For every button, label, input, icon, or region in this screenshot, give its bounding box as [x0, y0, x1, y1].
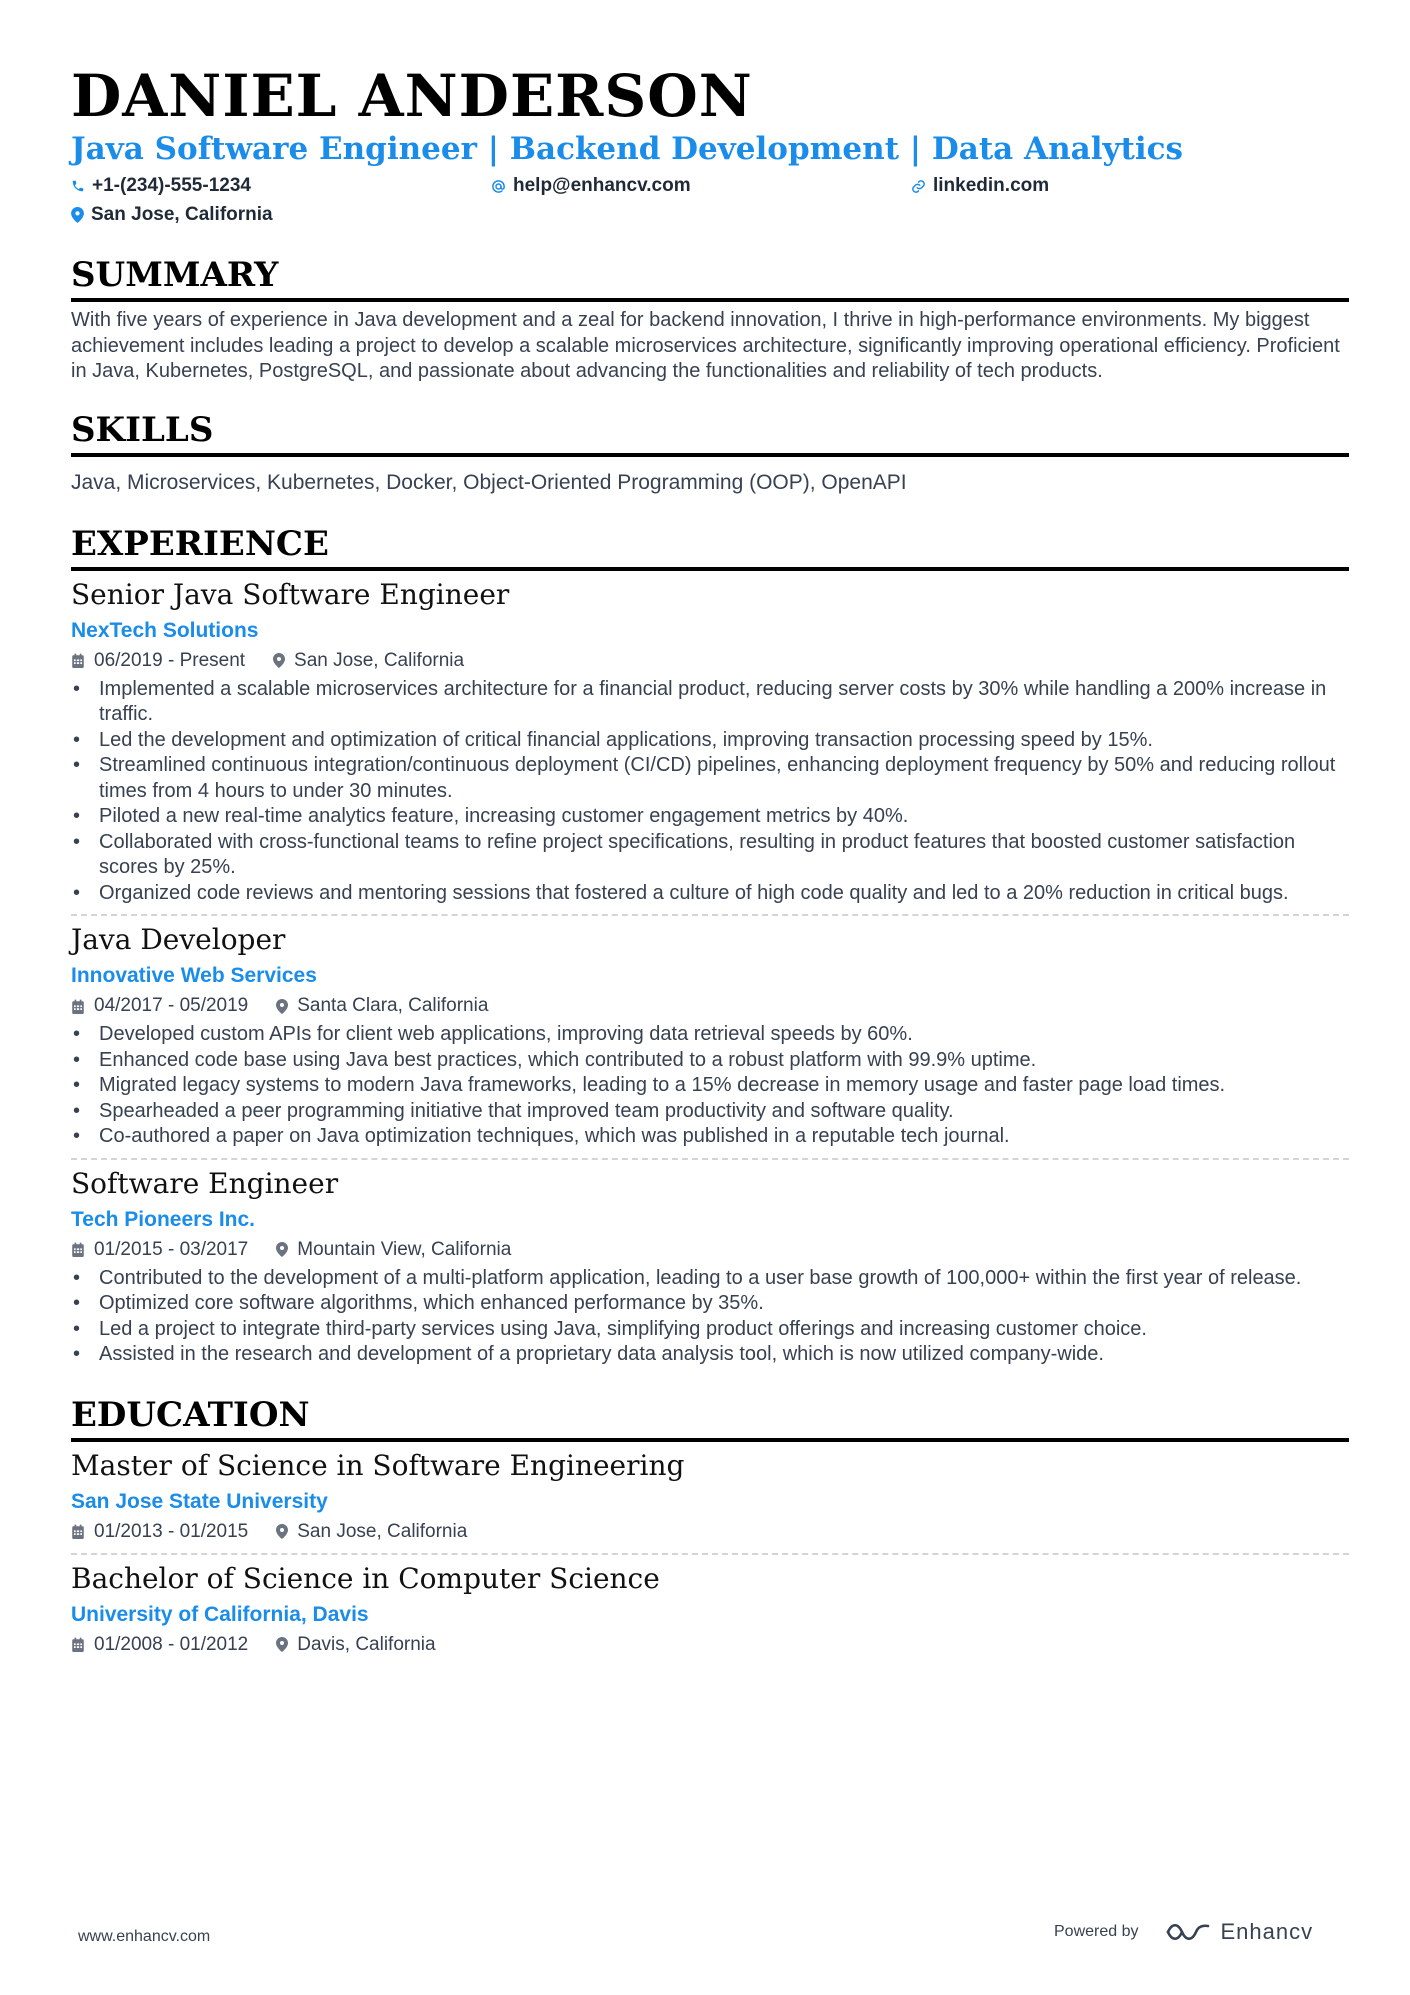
- section-title-summary: SUMMARY: [71, 254, 1349, 302]
- experience-entry: [71, 577, 1349, 917]
- education-location: [276, 1632, 435, 1658]
- education-location: [276, 1519, 467, 1545]
- list-item: • Implemented a scalable microservices architecture for a financial product, reducing server costs by 30% while handling a 200% increase in traffic.: [71, 677, 1349, 728]
- list-item: • Contributed to the development of a multi-platform application, leading to a user base growth of 100,000+ within the first year of release.: [71, 1266, 1349, 1292]
- job-location: [276, 993, 488, 1019]
- list-item: • Spearheaded a peer programming initiative that improved team productivity and software quality.: [71, 1099, 1349, 1125]
- location-pin-icon: [273, 653, 285, 668]
- contact-email[interactable]: [491, 173, 911, 199]
- list-item: • Collaborated with cross-functional teams to refine project specifications, resulting in product features that boosted customer satisfaction scores by 25%.: [71, 830, 1349, 881]
- section-title-education: EDUCATION: [71, 1394, 1349, 1442]
- experience-entry: [71, 1166, 1349, 1376]
- section-title-experience: EXPERIENCE: [71, 523, 1349, 571]
- list-item: • Led a project to integrate third-party services using Java, simplifying product offerings and increasing customer choice.: [71, 1317, 1349, 1343]
- education-dates: [71, 1519, 248, 1545]
- job-meta: [71, 648, 1349, 674]
- email-text: help@enhancv.com: [513, 175, 691, 196]
- location-pin-icon: [276, 1524, 288, 1539]
- experience-section: [71, 523, 1349, 1376]
- summary-text: With five years of experience in Java development and a zeal for backend innovation, I thrive in high-performance environments. My biggest achievement includes leading a project to develop a scalable microservices architecture, significantly improving operational efficiency. Proficient in Java, Kubernetes, PostgreSQL, and passionate about advancing the functionalities and reliability of tech products.: [71, 309, 1340, 382]
- job-role: Java Developer: [71, 923, 286, 956]
- job-dates-text: 04/2017 - 05/2019: [94, 995, 249, 1016]
- list-item: • Migrated legacy systems to modern Java frameworks, leading to a 15% decrease in memory usage and faster page load times.: [71, 1073, 1349, 1099]
- education-entry: [71, 1561, 1349, 1666]
- resume-page: [71, 62, 1349, 1666]
- job-company: Innovative Web Services: [71, 964, 317, 987]
- list-item: • Piloted a new real-time analytics feature, increasing customer engagement metrics by 40%.: [71, 804, 1349, 830]
- job-dates-text: 06/2019 - Present: [94, 649, 246, 671]
- section-title-skills: SKILLS: [71, 409, 1349, 457]
- calendar-icon: [71, 999, 85, 1014]
- list-item: • Led the development and optimization of critical financial applications, improving transaction processing speed by 15%.: [71, 728, 1349, 754]
- candidate-name: DANIEL ANDERSON: [71, 62, 753, 130]
- job-meta: [71, 993, 1349, 1019]
- list-item: • Enhanced code base using Java best practices, which contributed to a robust platform with 99.9% uptime.: [71, 1048, 1349, 1074]
- contact-location: [71, 202, 1349, 228]
- calendar-icon: [71, 1524, 85, 1539]
- calendar-icon: [71, 1637, 85, 1652]
- footer-branding[interactable]: [1054, 1919, 1313, 1945]
- job-bullets: [71, 677, 1349, 907]
- school-name: University of California, Davis: [71, 1602, 369, 1626]
- education-location-text: San Jose, California: [297, 1520, 468, 1542]
- contact-row: [71, 173, 1349, 199]
- skills-text: Java, Microservices, Kubernetes, Docker, Object-Oriented Programming (OOP), OpenAPI: [71, 470, 907, 494]
- experience-entry: [71, 922, 1349, 1160]
- phone-text: +1-(234)-555-1234: [92, 175, 251, 196]
- enhancv-logo-icon: [1165, 1920, 1211, 1944]
- job-role: Senior Java Software Engineer: [71, 577, 510, 611]
- list-item: • Co-authored a paper on Java optimization techniques, which was published in a reputable tech journal.: [71, 1124, 1349, 1150]
- contact-linkedin[interactable]: [911, 173, 1049, 199]
- job-meta: [71, 1237, 1349, 1263]
- education-dates-text: 01/2013 - 01/2015: [94, 1520, 249, 1542]
- job-dates: [71, 648, 245, 674]
- list-item: • Assisted in the research and development of a proprietary data analysis tool, which is now utilized company-wide.: [71, 1342, 1349, 1368]
- headline: Java Software Engineer | Backend Development | Data Analytics: [71, 131, 1183, 167]
- summary-section: [71, 254, 1349, 385]
- powered-by-text: Powered by: [1054, 1923, 1139, 1940]
- at-icon: [491, 179, 506, 194]
- education-entry: [71, 1448, 1349, 1555]
- job-company: NexTech Solutions: [71, 618, 259, 642]
- list-item: • Optimized core software algorithms, which enhanced performance by 35%.: [71, 1291, 1349, 1317]
- education-meta: [71, 1632, 1349, 1658]
- footer-website[interactable]: www.enhancv.com: [78, 1928, 211, 1945]
- education-location-text: Davis, California: [297, 1633, 436, 1655]
- degree-title: Bachelor of Science in Computer Science: [71, 1561, 660, 1595]
- job-location: [273, 648, 464, 674]
- location-pin-icon: [276, 1242, 288, 1257]
- calendar-icon: [71, 653, 85, 668]
- skills-section: [71, 409, 1349, 497]
- calendar-icon: [71, 1242, 85, 1257]
- job-dates-text: 01/2015 - 03/2017: [94, 1238, 249, 1260]
- job-role: Software Engineer: [71, 1166, 339, 1200]
- job-location-text: Mountain View, California: [297, 1238, 512, 1260]
- school-name: San Jose State University: [71, 1489, 328, 1513]
- education-meta: [71, 1519, 1349, 1545]
- phone-icon: [71, 179, 85, 193]
- list-item: • Streamlined continuous integration/continuous deployment (CI/CD) pipelines, enhancing deployment frequency by 50% and reducing rollout times from 4 hours to under 30 minutes.: [71, 753, 1349, 804]
- education-dates-text: 01/2008 - 01/2012: [94, 1633, 249, 1655]
- link-icon: [911, 179, 926, 194]
- education-dates: [71, 1632, 248, 1658]
- job-company: Tech Pioneers Inc.: [71, 1207, 256, 1231]
- job-dates: [71, 1237, 248, 1263]
- brand-name: Enhancv: [1220, 1919, 1314, 1944]
- location-text: San Jose, California: [91, 204, 273, 225]
- job-location-text: Santa Clara, California: [297, 995, 489, 1016]
- job-location-text: San Jose, California: [294, 649, 465, 671]
- location-pin-icon: [276, 999, 288, 1014]
- job-bullets: [71, 1266, 1349, 1368]
- degree-title: Master of Science in Software Engineering: [71, 1448, 685, 1482]
- job-location: [276, 1237, 511, 1263]
- job-dates: [71, 993, 248, 1019]
- education-section: [71, 1394, 1349, 1666]
- list-item: • Organized code reviews and mentoring sessions that fostered a culture of high code quality and led to a 20% reduction in critical bugs.: [71, 881, 1349, 907]
- list-item: • Developed custom APIs for client web applications, improving data retrieval speeds by 60%.: [71, 1022, 1349, 1048]
- job-bullets: [71, 1022, 1349, 1150]
- location-pin-icon: [71, 207, 84, 223]
- location-pin-icon: [276, 1637, 288, 1652]
- contact-phone[interactable]: [71, 173, 491, 199]
- linkedin-text: linkedin.com: [933, 175, 1050, 196]
